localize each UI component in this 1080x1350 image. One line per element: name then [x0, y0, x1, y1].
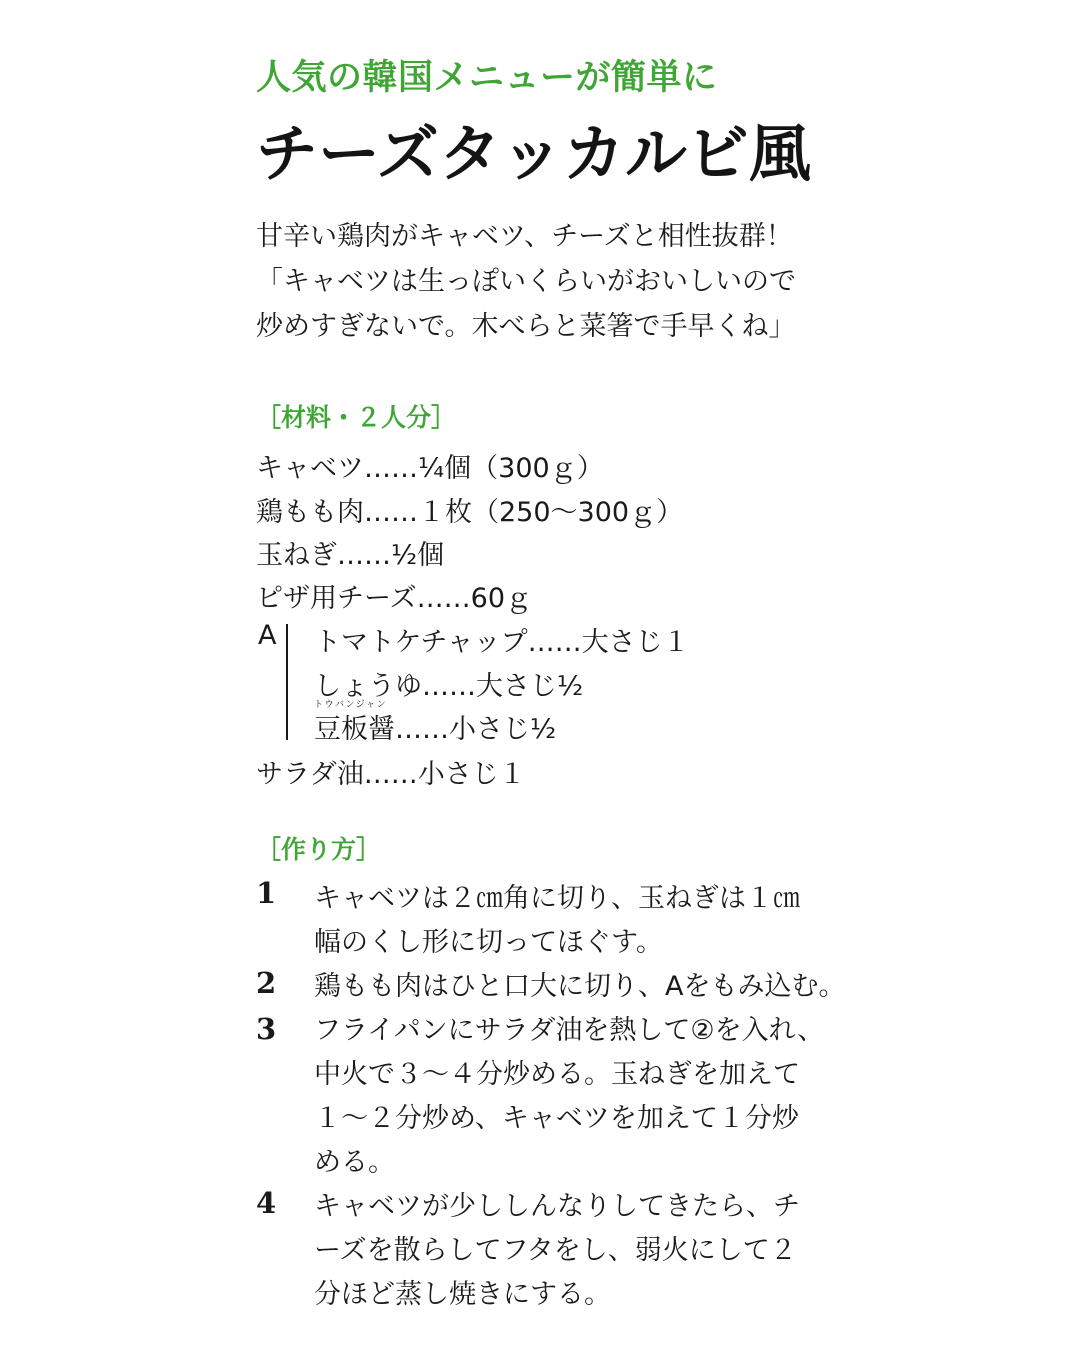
step-text: 幅のくし形に切ってほぐす。 [314, 927, 663, 958]
step-text: キャベツは２㎝角に切り、玉ねぎは１㎝ [314, 883, 800, 914]
step-text: １〜２分炒め、キャベツを加えて１分炒 [314, 1103, 799, 1134]
step-text: キャベツが少ししんなりしてきたら、チ [314, 1191, 800, 1222]
intro-line: 炒めすぎないで。木べらと菜箸で手早くね」 [256, 311, 796, 342]
sauce-group-bracket [286, 624, 288, 740]
ingredient-item: 玉ねぎ……½個 [256, 540, 445, 571]
step-number: 2 [256, 966, 277, 1000]
sauce-item: 豆板醤……小さじ½ [314, 714, 557, 745]
step-number: 3 [256, 1012, 277, 1046]
step-number: 4 [256, 1186, 277, 1220]
intro-line: 「キャベツは生っぽいくらいがおいしいので [256, 266, 796, 297]
steps-heading: ［作り方］ [256, 835, 382, 864]
recipe-subtitle: 人気の韓国メニューが簡単に [256, 58, 718, 98]
ingredient-item: サラダ油……小さじ１ [256, 759, 526, 790]
sauce-item: トマトケチャップ……大さじ１ [314, 627, 690, 658]
step-text: 鶏もも肉はひと口大に切り、Aをもみ込む。 [314, 971, 846, 1002]
sauce-item: しょうゆ……大さじ½ [314, 671, 584, 702]
ingredient-item: ピザ用チーズ……60ｇ [256, 583, 533, 614]
step-text: める。 [314, 1147, 395, 1178]
recipe-title: チーズタッカルビ風 [256, 117, 811, 190]
intro-line: 甘辛い鶏肉がキャベツ、チーズと相性抜群！ [256, 221, 793, 252]
step-text: ーズを散らしてフタをし、弱火にして２ [314, 1235, 797, 1266]
step-text: フライパンにサラダ油を熱して②を入れ、 [314, 1015, 825, 1046]
step-text: 中火で３〜４分炒める。玉ねぎを加えて [314, 1059, 800, 1090]
step-number: 1 [256, 876, 277, 910]
ingredients-heading: ［材料・２人分］ [256, 403, 457, 432]
ingredient-item: キャベツ……¼個（300ｇ） [256, 453, 604, 484]
sauce-group-label: A [258, 620, 277, 651]
step-text: 分ほど蒸し焼きにする。 [314, 1279, 611, 1310]
ingredient-item: 鶏もも肉……１枚（250〜300ｇ） [256, 497, 684, 528]
recipe-intro [256, 214, 796, 349]
furigana: トウバンジャン [314, 700, 388, 710]
